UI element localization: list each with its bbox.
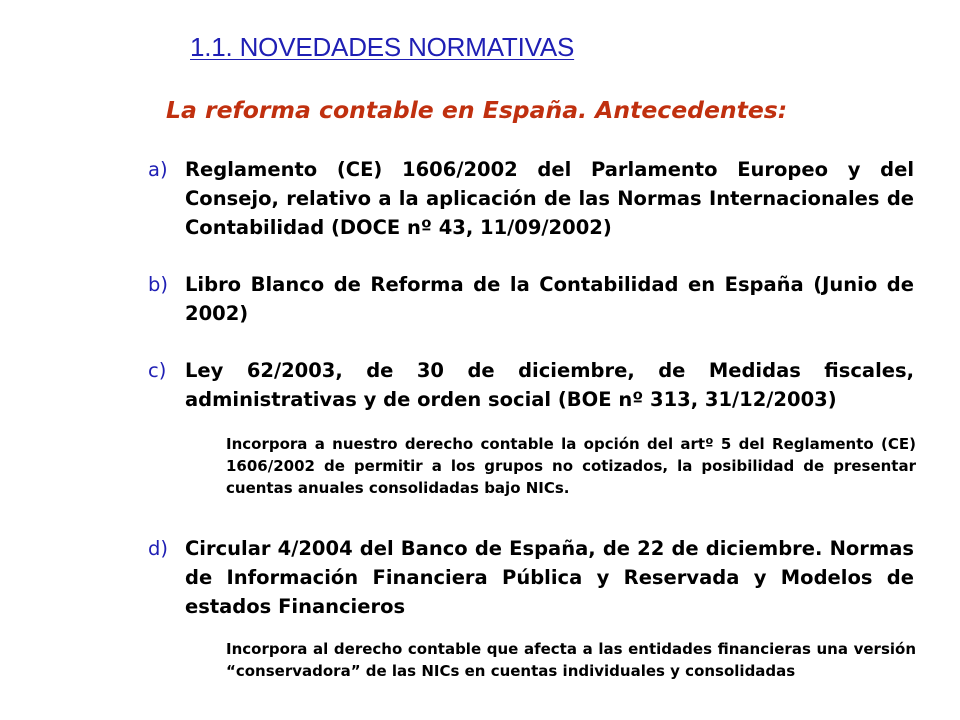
list-item-c [148,356,914,414]
item-text: Libro Blanco de Reforma de la Contabilidad en España (Junio de 2002) [185,273,914,325]
list-item-b [148,270,914,328]
item-text: Circular 4/2004 del Banco de España, de 22 de diciembre. Normas de Información Financiera Pública y Reservada y Modelos de estados Financieros [185,537,914,618]
item-d-note: Incorpora al derecho contable que afecta a las entidades financieras una versión “conservadora” de las NICs en cuentas individuales y consolidadas [226,640,916,680]
section-title: 1.1. NOVEDADES NORMATIVAS [190,32,575,62]
item-text: Reglamento (CE) 1606/2002 del Parlamento Europeo y del Consejo, relativo a la aplicación de las Normas Internacionales de Contabilidad (DOCE nº 43, 11/09/2002) [185,158,914,239]
item-letter: b) [148,273,168,296]
item-c-note: Incorpora a nuestro derecho contable la opción del artº 5 del Reglamento (CE) 1606/2002 de permitir a los grupos no cotizados, la posibilidad de presentar cuentas anuales consolidadas bajo NICs. [226,435,916,497]
slide-subtitle: La reforma contable en España. Antecedentes: [166,96,788,124]
item-letter: a) [148,158,168,181]
item-letter: d) [148,537,168,560]
list-item-d [148,534,914,621]
item-letter: c) [148,359,167,382]
item-text: Ley 62/2003, de 30 de diciembre, de Medidas fiscales, administrativas y de orden social (BOE nº 313, 31/12/2003) [185,359,914,411]
list-item-a [148,155,914,242]
